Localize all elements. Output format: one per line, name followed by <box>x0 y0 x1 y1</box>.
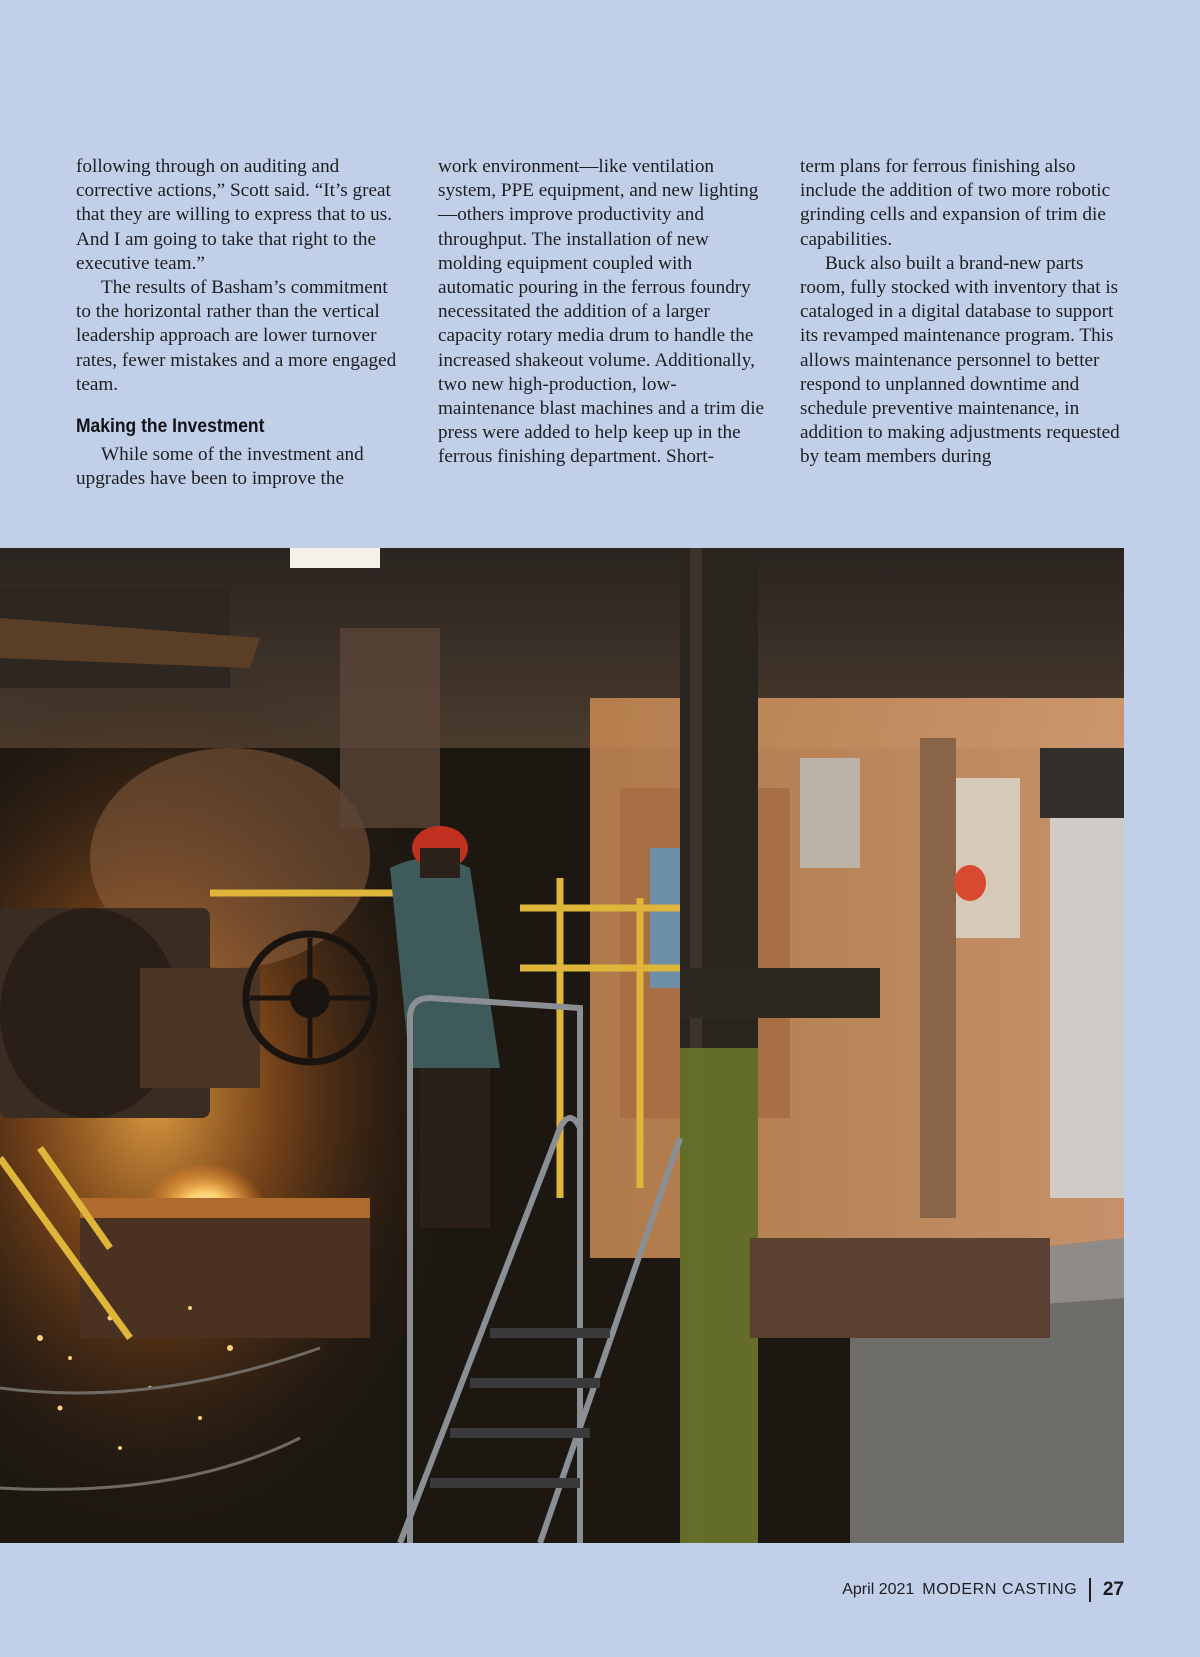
paragraph: term plans for ferrous finishing also include the addition of two more robotic grinding cells and expansion of trim die capabilities. <box>800 156 1111 250</box>
issue-date: April 2021 <box>842 1581 915 1598</box>
footer-divider <box>1089 1578 1091 1602</box>
foundry-photo <box>0 548 1124 1543</box>
page-footer <box>842 1578 1124 1602</box>
paragraph: work environment—like ventilation system, PPE equipment, and new lighting—others improve productivity and throughput. The installation of new molding equipment coupled with automatic pouring in the ferrous foundry necessitated the addition of a larger capacity rotary media drum to handle the increased shakeout volume. Additionally, two new high-production, low-maintenance blast machines and a trim die press were added to help keep up in the ferrous finishing department. Short- <box>438 156 765 468</box>
article-column-3 <box>800 155 1130 470</box>
page-number: 27 <box>1102 1579 1124 1600</box>
magazine-name: MODERN CASTING <box>922 1581 1078 1598</box>
article-column-2 <box>438 155 768 470</box>
paragraph: Buck also built a brand-new parts room, fully stocked with inventory that is cataloged in a digital database to support its revamped maintenance program. This allows maintenance personnel to better respond to unplanned downtime and schedule preventive maintenance, in addition to making adjustments requested by team members during <box>800 252 1120 468</box>
article-column-1 <box>76 155 406 491</box>
paragraph: The results of Basham’s commitment to the horizontal rather than the vertical leadership approach are lower turnover rates, fewer mistakes and a more engaged team. <box>76 277 397 395</box>
paragraph: following through on auditing and corrective actions,” Scott said. “It’s great that they are willing to express that to us. And I am going to take that right to the executive team.” <box>76 156 392 274</box>
paragraph: While some of the investment and upgrades have been to improve the <box>76 444 364 490</box>
section-subhead: Making the Investment <box>76 416 265 438</box>
